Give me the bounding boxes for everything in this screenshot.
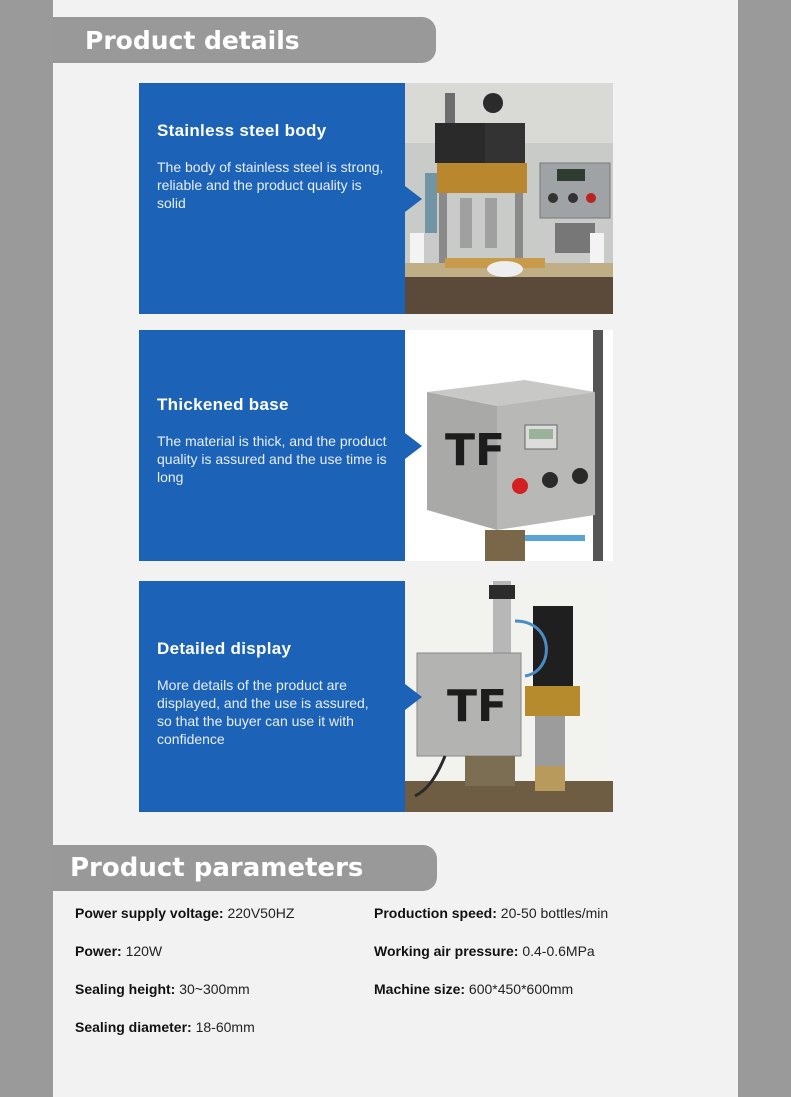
- param-label: Power supply voltage:: [75, 905, 224, 921]
- feature-card-detailed-display: [139, 581, 613, 812]
- feature-title: Thickened base: [157, 395, 289, 414]
- param-label: Production speed:: [374, 905, 497, 921]
- feature-card-stainless-body: [139, 83, 613, 314]
- product-page: [53, 0, 738, 1097]
- machine-photo-control-box: [405, 330, 613, 561]
- param-value: 30~300mm: [179, 981, 250, 997]
- tf-logo-text: TF: [447, 681, 508, 732]
- machine-photo-front: [405, 83, 613, 314]
- param-working-air-pressure: [374, 943, 595, 959]
- machine-photo-side: [405, 581, 613, 812]
- panel-pointer-arrow: [405, 186, 422, 212]
- param-sealing-diameter: [75, 1019, 255, 1035]
- param-value: 120W: [125, 943, 163, 959]
- feature-description: The body of stainless steel is strong, reliable and the product quality is solid: [157, 159, 384, 211]
- param-value: 18-60mm: [195, 1019, 255, 1035]
- param-label: Sealing diameter:: [75, 1019, 192, 1035]
- feature-description: More details of the product are displayed, and the use is assured, so that the buyer can use it with confidence: [157, 677, 369, 747]
- param-value: 600*450*600mm: [468, 981, 574, 997]
- param-value: 20-50 bottles/min: [500, 905, 609, 921]
- feature-description: The material is thick, and the product quality is assured and the use time is long: [157, 433, 387, 485]
- param-value: 0.4-0.6MPa: [522, 943, 595, 959]
- feature-title: Stainless steel body: [157, 121, 327, 140]
- product-details-heading: Product details: [53, 17, 436, 63]
- param-label: Machine size:: [374, 981, 466, 997]
- feature-card-thickened-base: [139, 330, 613, 561]
- feature-panel: [139, 330, 405, 561]
- param-machine-size: [374, 981, 573, 997]
- panel-pointer-arrow: [405, 684, 422, 710]
- param-sealing-height: [75, 981, 250, 997]
- feature-panel: [139, 581, 405, 812]
- param-label: Working air pressure:: [374, 943, 519, 959]
- feature-title: Detailed display: [157, 639, 292, 658]
- param-value: 220V50HZ: [227, 905, 295, 921]
- feature-panel: [139, 83, 405, 314]
- tf-logo-text: TF: [445, 425, 506, 476]
- param-label: Power:: [75, 943, 122, 959]
- panel-pointer-arrow: [405, 433, 422, 459]
- product-parameters-heading: Product parameters: [53, 845, 437, 891]
- param-production-speed: [374, 905, 608, 921]
- param-power: [75, 943, 162, 959]
- param-power-supply-voltage: [75, 905, 294, 921]
- param-label: Sealing height:: [75, 981, 176, 997]
